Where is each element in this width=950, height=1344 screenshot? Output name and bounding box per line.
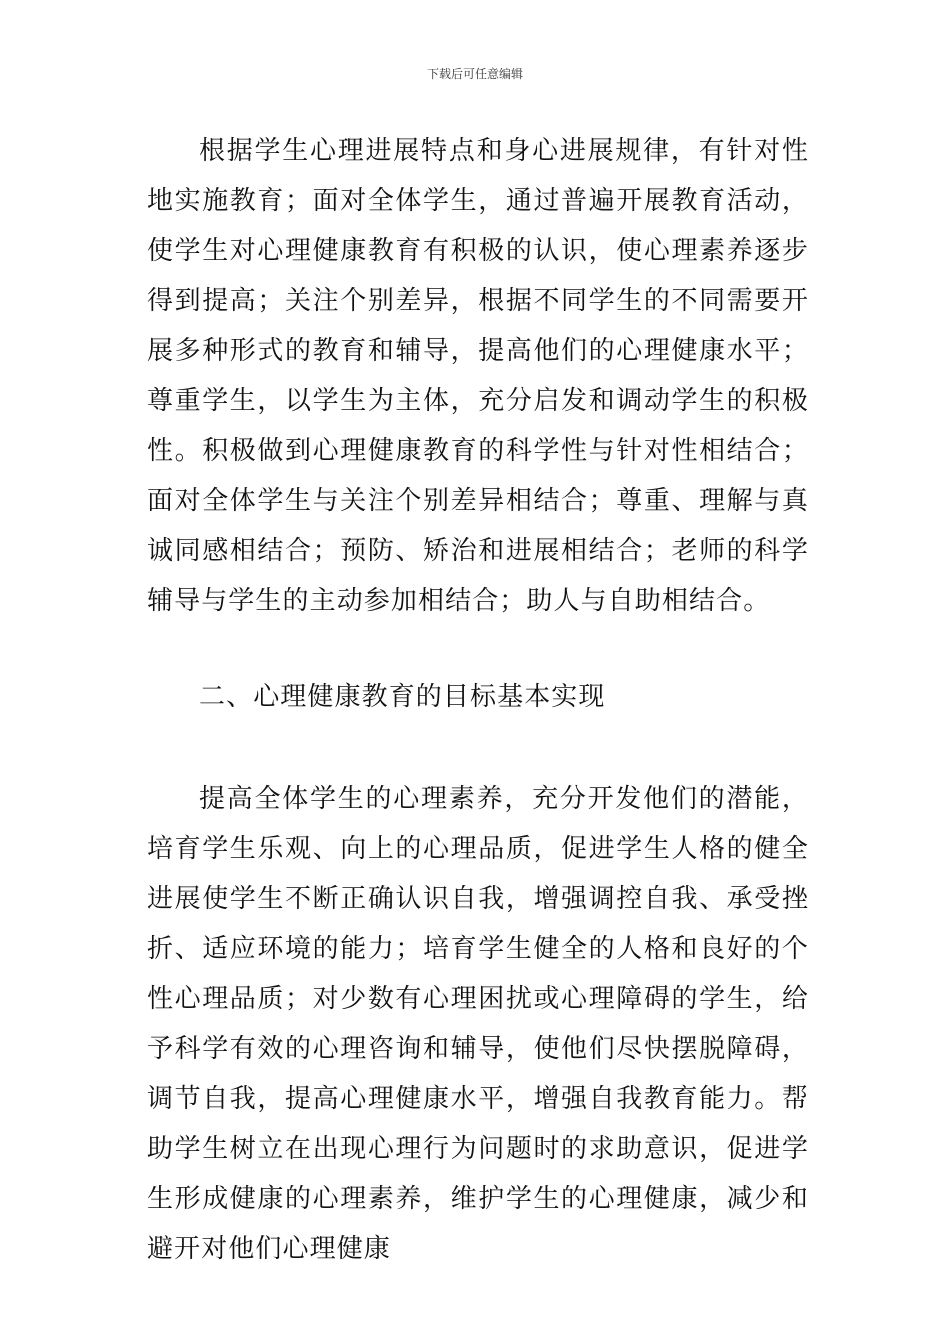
page-header-note: 下载后可任意编辑	[426, 67, 523, 81]
body-paragraph-2: 提高全体学生的心理素养，充分开发他们的潜能，培育学生乐观、向上的心理品质，促进学生人格的健全进展使学生不断正确认识自我，增强调控自我、承受挫折、适应环境的能力；培育学生健全的人格和良好的个性心理品质；对少数有心理困扰或心理障碍的学生，给予科学有效的心理咨询和辅导，使他们尽快摆脱障碍，调节自我，提高心理健康水平，增强自我教育能力。帮助学生树立在出现心理行为问题时的求助意识，促进学生形成健康的心理素养，维护学生的心理健康，减少和避开对他们心理健康	[147, 784, 809, 1264]
body-paragraph-1: 根据学生心理进展特点和身心进展规律，有针对性地实施教育；面对全体学生，通过普遍开展教育活动，使学生对心理健康教育有积极的认识，使心理素养逐步得到提高；关注个别差异，根据不同学生的不同需要开展多种形式的教育和辅导，提高他们的心理健康水平；尊重学生，以学生为主体，充分启发和调动学生的积极性。积极做到心理健康教育的科学性与针对性相结合；面对全体学生与关注个别差异相结合；尊重、理解与真诚同感相结合；预防、矫治和进展相结合；老师的科学辅导与学生的主动参加相结合；助人与自助相结合。	[147, 136, 809, 616]
section-heading-2: 二、心理健康教育的目标基本实现	[199, 682, 606, 712]
